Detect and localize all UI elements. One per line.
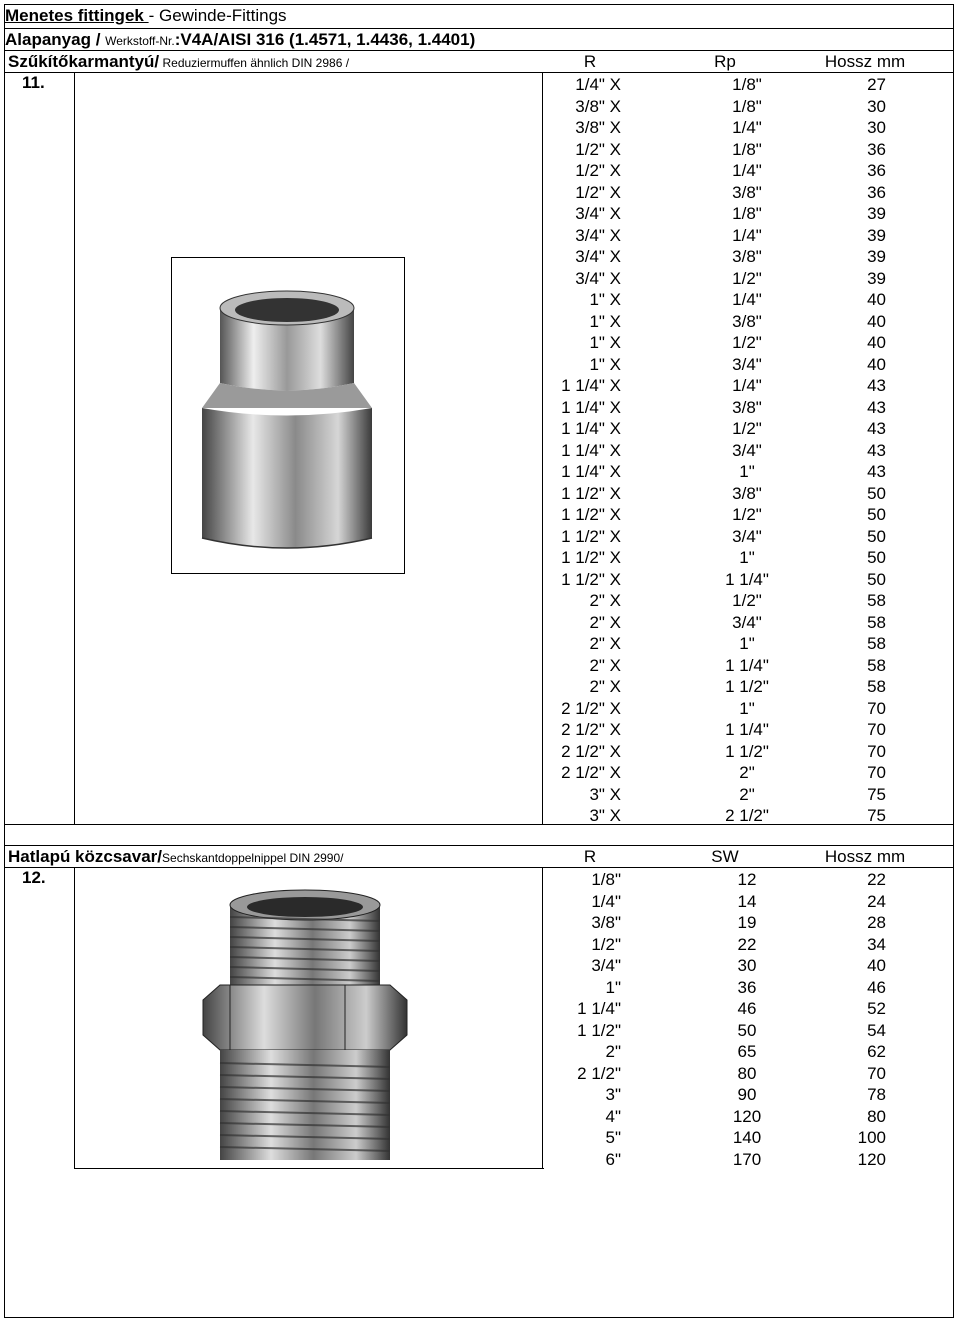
cell-second: 1/4" [732,376,762,395]
table-row [542,868,954,890]
cell-length: 75 [867,806,886,825]
cell-length: 62 [867,1042,886,1061]
table-row [542,589,954,611]
col-header-rp: Rp [714,52,736,71]
section-title: Szűkítőkarmantyú/ Reduziermuffen ähnlich DIN 2986 / [8,52,350,71]
col-header-r: R [583,847,597,866]
cell-length: 58 [867,591,886,610]
cell-second: 3/4" [732,354,762,374]
cell-second: 14 [737,891,757,911]
material-label: Alapanyag / [5,30,106,49]
cell-r: 3/4" X [575,268,621,288]
hex-nipple-drawing [195,885,415,1175]
table-row [542,997,954,1019]
cell-length: 80 [867,1106,886,1126]
cell-second: 1/2" [732,419,762,438]
table-row [542,460,954,482]
table-row [542,1126,954,1148]
cell-length: 40 [867,333,886,352]
cell-second: 2" [739,763,755,782]
cell-second: 1/2" [732,591,762,610]
table-row [542,568,954,590]
cell-second: 1/4" [732,161,762,180]
cell-second: 1/8" [732,75,762,94]
table-row [542,202,954,224]
cell-length: 36 [867,182,886,202]
table-row [542,439,954,461]
cell-second: 140 [732,1128,762,1147]
cell-r: 2 1/2" X [561,741,621,761]
hex-nipple-image [195,885,415,1175]
table-row [542,224,954,246]
cell-r: 3/8" [591,913,621,932]
cell-length: 70 [867,741,886,761]
table-row [542,374,954,396]
cell-r: 3" X [589,806,621,825]
cell-length: 22 [867,870,886,889]
cell-second: 1/8" [732,204,762,223]
table-row [542,181,954,203]
table-row [542,1019,954,1041]
cell-second: 3/8" [732,247,762,266]
table-row [542,1083,954,1105]
table-row [542,890,954,912]
table-row [542,783,954,805]
cell-r: 1 1/2" X [561,505,621,524]
table-row [542,1062,954,1084]
cell-r: 1/4" X [575,75,621,94]
cell-second: 3/8" [732,397,762,417]
cell-r: 3/8" X [575,118,621,137]
cell-length: 39 [867,247,886,266]
cell-r: 2 1/2" X [561,698,621,718]
cell-length: 39 [867,268,886,288]
cell-r: 1/2" X [575,139,621,159]
table-row [542,654,954,676]
cell-length: 30 [867,96,886,116]
cell-r: 1" X [589,333,621,352]
cell-second: 3/4" [732,440,762,460]
table-row [542,911,954,933]
cell-length: 78 [867,1085,886,1104]
cell-r: 1 1/2" X [561,483,621,503]
cell-r: 1 1/2" X [561,526,621,546]
cell-r: 1 1/4" X [561,462,621,481]
table-row [542,245,954,267]
cell-length: 43 [867,419,886,438]
section-title: Hatlapú közcsavar/Sechskantdoppelnippel DIN 2990/ [8,847,344,866]
cell-length: 40 [867,354,886,374]
catalog-title [5,6,287,26]
table-row [542,804,954,826]
table-row [542,976,954,998]
section-nipple-header [5,846,953,868]
divider [5,28,953,29]
cell-r: 3" X [589,784,621,804]
table-row [542,718,954,740]
column-divider [74,867,75,1168]
cell-r: 3/8" X [575,96,621,116]
table-row [542,1040,954,1062]
table-row [542,95,954,117]
cell-second: 1/2" [732,268,762,288]
cell-length: 40 [867,956,886,975]
cell-r: 3/4" X [575,225,621,245]
cell-second: 30 [737,956,757,975]
cell-r: 2 1/2" [577,1063,621,1083]
cell-r: 2" X [589,612,621,632]
cell-length: 70 [867,698,886,718]
table-row [542,761,954,783]
col-header-r: R [583,52,597,71]
cell-length: 50 [867,483,886,503]
cell-second: 1/8" [732,96,762,116]
table-row [542,331,954,353]
cell-r: 1 1/4" [577,999,621,1018]
cell-second: 12 [737,870,757,889]
cell-second: 36 [737,977,757,997]
table-row [542,1148,954,1170]
cell-r: 1" X [589,290,621,309]
cell-second: 46 [737,999,757,1018]
cell-r: 3/4" [591,956,621,975]
reducer-sleeve-drawing [172,258,403,572]
cell-second: 19 [737,913,757,932]
table-row [542,267,954,289]
cell-length: 58 [867,612,886,632]
cell-length: 50 [867,505,886,524]
cell-length: 39 [867,225,886,245]
cell-r: 1/2" [591,934,621,954]
cell-r: 1 1/4" X [561,376,621,395]
cell-second: 1" [739,548,755,567]
cell-second: 50 [737,1020,757,1040]
cell-r: 6" [605,1149,621,1169]
table-row [542,159,954,181]
cell-length: 120 [857,1149,886,1169]
cell-length: 34 [867,934,886,954]
table-row [542,310,954,332]
cell-second: 1 1/4" [725,720,769,739]
cell-r: 1/8" [591,870,621,889]
cell-r: 2" [605,1042,621,1061]
divider [5,824,953,825]
cell-second: 22 [737,934,757,954]
col-header-length: Hossz mm [824,52,906,71]
table-row [542,116,954,138]
cell-second: 1" [739,634,755,653]
cell-second: 3/4" [732,612,762,632]
cell-r: 1 1/2" X [561,569,621,589]
item-number: 11. [22,73,45,92]
cell-second: 1/2" [732,505,762,524]
table-row [542,73,954,95]
table-row [542,396,954,418]
table-row [542,417,954,439]
cell-r: 1/2" X [575,182,621,202]
cell-r: 2 1/2" X [561,763,621,782]
cell-r: 3/4" X [575,204,621,223]
cell-length: 40 [867,311,886,331]
cell-r: 5" [605,1128,621,1147]
section-reducer-header [5,51,953,73]
table-row [542,482,954,504]
cell-r: 1 1/4" X [561,440,621,460]
cell-length: 70 [867,763,886,782]
cell-r: 2" X [589,634,621,653]
column-divider [74,72,75,824]
col-header-sw: SW [711,847,739,866]
cell-second: 3/8" [732,311,762,331]
cell-length: 43 [867,397,886,417]
nipple-table [542,868,954,1169]
cell-r: 3" [605,1085,621,1104]
cell-length: 58 [867,634,886,653]
cell-r: 1" [605,977,621,997]
cell-r: 2" X [589,591,621,610]
material-value: :V4A/AISI 316 (1.4571, 1.4436, 1.4401) [174,30,476,49]
cell-second: 3/8" [732,483,762,503]
cell-length: 50 [867,526,886,546]
cell-second: 1/2" [732,333,762,352]
cell-length: 27 [867,75,886,94]
cell-second: 1 1/4" [725,569,769,589]
cell-length: 50 [867,548,886,567]
cell-second: 1" [739,698,755,718]
cell-length: 100 [857,1128,886,1147]
cell-r: 1 1/2" [577,1020,621,1040]
material-line [5,30,475,50]
material-small-label: Werkstoff-Nr. [105,34,175,48]
cell-second: 1 1/2" [725,677,769,696]
cell-second: 1 1/2" [725,741,769,761]
cell-r: 4" [605,1106,621,1126]
table-row [542,503,954,525]
title-text: Menetes fittingek [5,6,149,25]
cell-r: 1 1/4" X [561,397,621,417]
cell-length: 58 [867,677,886,696]
cell-second: 1" [739,462,755,481]
cell-second: 80 [737,1063,757,1083]
cell-second: 2" [739,784,755,804]
cell-second: 1/4" [732,225,762,245]
table-row [542,353,954,375]
cell-r: 1" X [589,354,621,374]
cell-length: 75 [867,784,886,804]
cell-length: 70 [867,1063,886,1083]
cell-length: 39 [867,204,886,223]
cell-r: 3/4" X [575,247,621,266]
cell-length: 50 [867,569,886,589]
cell-length: 36 [867,161,886,180]
cell-length: 43 [867,462,886,481]
table-row [542,138,954,160]
cell-length: 36 [867,139,886,159]
cell-length: 46 [867,977,886,997]
table-row [542,954,954,976]
cell-length: 43 [867,440,886,460]
cell-length: 58 [867,655,886,675]
table-row [542,1105,954,1127]
table-row [542,611,954,633]
cell-second: 1 1/4" [725,655,769,675]
cell-length: 70 [867,720,886,739]
table-row [542,933,954,955]
col-header-length: Hossz mm [824,847,906,866]
cell-second: 3/4" [732,526,762,546]
cell-second: 170 [732,1149,762,1169]
table-row [542,288,954,310]
cell-length: 43 [867,376,886,395]
cell-r: 1 1/4" X [561,419,621,438]
cell-length: 54 [867,1020,886,1040]
cell-r: 1/4" [591,891,621,911]
cell-r: 2 1/2" X [561,720,621,739]
cell-length: 52 [867,999,886,1018]
cell-r: 1" X [589,311,621,331]
cell-r: 1/2" X [575,161,621,180]
cell-second: 2 1/2" [725,806,769,825]
cell-r: 1 1/2" X [561,548,621,567]
table-row [542,697,954,719]
cell-second: 1/4" [732,290,762,309]
table-row [542,525,954,547]
cell-second: 3/8" [732,182,762,202]
cell-second: 1/4" [732,118,762,137]
cell-r: 2" X [589,655,621,675]
cell-second: 1/8" [732,139,762,159]
title-german: - Gewinde-Fittings [148,6,287,25]
table-row [542,740,954,762]
table-row [542,546,954,568]
cell-second: 65 [737,1042,757,1061]
cell-length: 28 [867,913,886,932]
table-row [542,675,954,697]
table-row [542,632,954,654]
cell-second: 120 [732,1106,762,1126]
cell-length: 30 [867,118,886,137]
cell-r: 2" X [589,677,621,696]
item-number: 12. [22,868,46,887]
reducer-sleeve-image [171,257,405,574]
reducer-table [542,73,954,826]
cell-length: 40 [867,290,886,309]
cell-second: 90 [737,1085,757,1104]
cell-length: 24 [867,891,886,911]
